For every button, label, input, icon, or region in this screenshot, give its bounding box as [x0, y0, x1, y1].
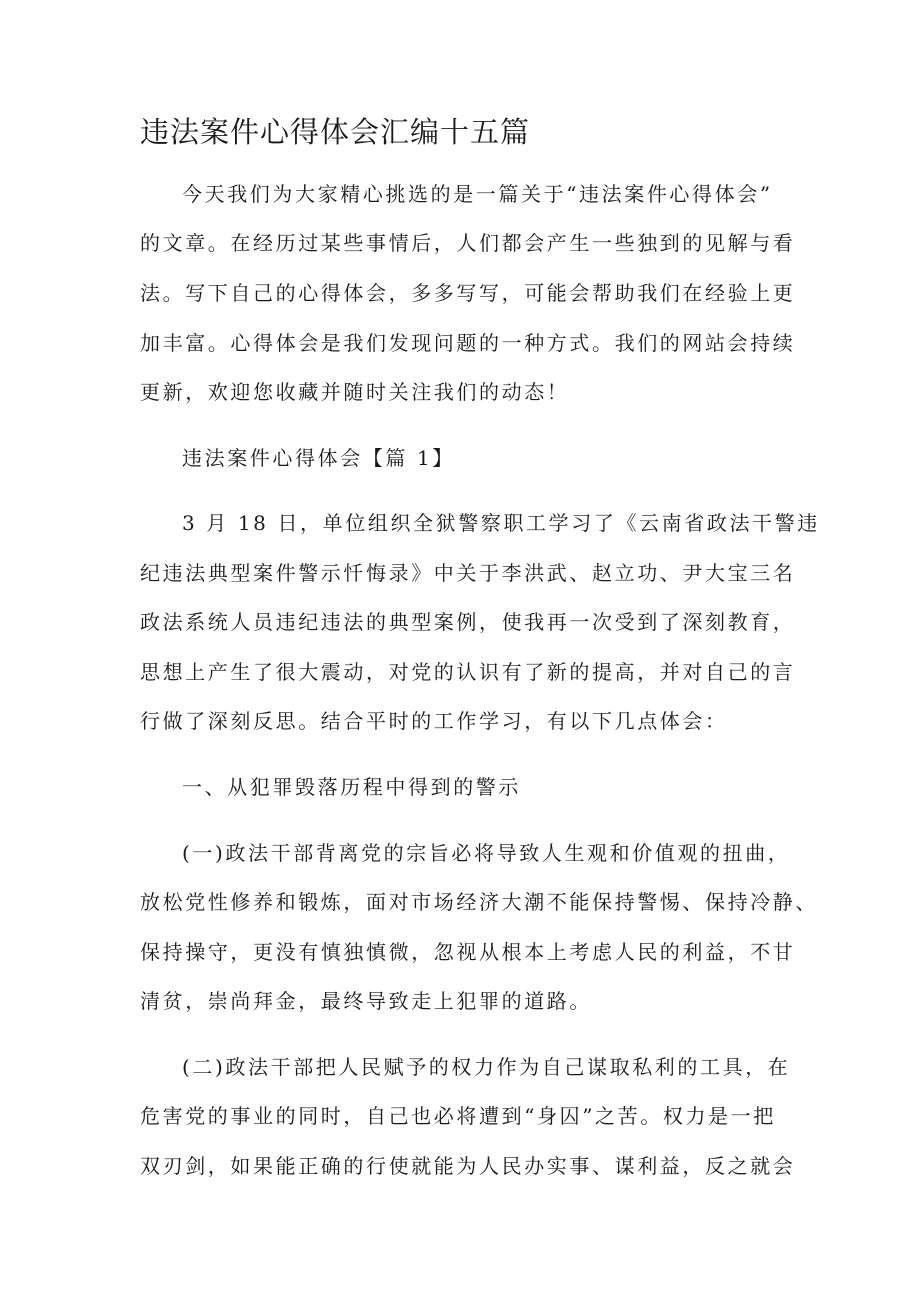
point1-line-3: 保持操守，更没有慎独慎微，忽视从根本上考虑人民的利益，不甘 [140, 940, 796, 964]
intro-line-5: 更新，欢迎您收藏并随时关注我们的动态！ [140, 380, 570, 404]
para1-line-5: 行做了深刻反思。结合平时的工作学习，有以下几点体会： [140, 709, 728, 733]
point2-line-1: (二)政法干部把人民赋予的权力作为自己谋取私利的工具，在 [182, 1055, 791, 1079]
intro-line-1: 今天我们为大家精心挑选的是一篇关于“违法案件心得体会” [182, 182, 773, 206]
point1-line-1: (一)政法干部背离党的宗旨必将导致人生观和价值观的扭曲， [182, 841, 791, 865]
point2-line-3: 双刃剑，如果能正确的行使就能为人民办实事、谋利益，反之就会 [140, 1154, 796, 1178]
intro-line-3: 法。写下自己的心得体会，多多写写，可能会帮助我们在经验上更 [140, 281, 796, 305]
para1-line-4: 思想上产生了很大震动，对党的认识有了新的提高，并对自己的言 [140, 660, 796, 684]
para1-line-3: 政法系统人员违纪违法的典型案例，使我再一次受到了深刻教育， [140, 610, 796, 634]
intro-line-2: 的文章。在经历过某些事情后，人们都会产生一些独到的见解与看 [140, 231, 796, 255]
para1-line-1: 3 月 18 日，单位组织全狱警察职工学习了《云南省政法干警违 [182, 511, 820, 535]
intro-line-4: 加丰富。心得体会是我们发现问题的一种方式。我们的网站会持续 [140, 331, 796, 355]
point1-line-2: 放松党性修养和锻炼，面对市场经济大潮不能保持警惕、保持冷静、 [140, 890, 818, 914]
para1-line-2: 纪违法典型案件警示忏悔录》中关于李洪武、赵立功、尹大宝三名 [140, 561, 796, 585]
document-title: 违法案件心得体会汇编十五篇 [140, 115, 531, 149]
section-heading: 违法案件心得体会【篇 1】 [182, 446, 455, 470]
point2-line-2: 危害党的事业的同时，自己也必将遭到“身囚”之苦。权力是一把 [140, 1104, 776, 1128]
subheading-1: 一、从犯罪毁落历程中得到的警示 [182, 775, 521, 799]
point1-line-4: 清贫，崇尚拜金，最终导致走上犯罪的道路。 [140, 989, 592, 1013]
